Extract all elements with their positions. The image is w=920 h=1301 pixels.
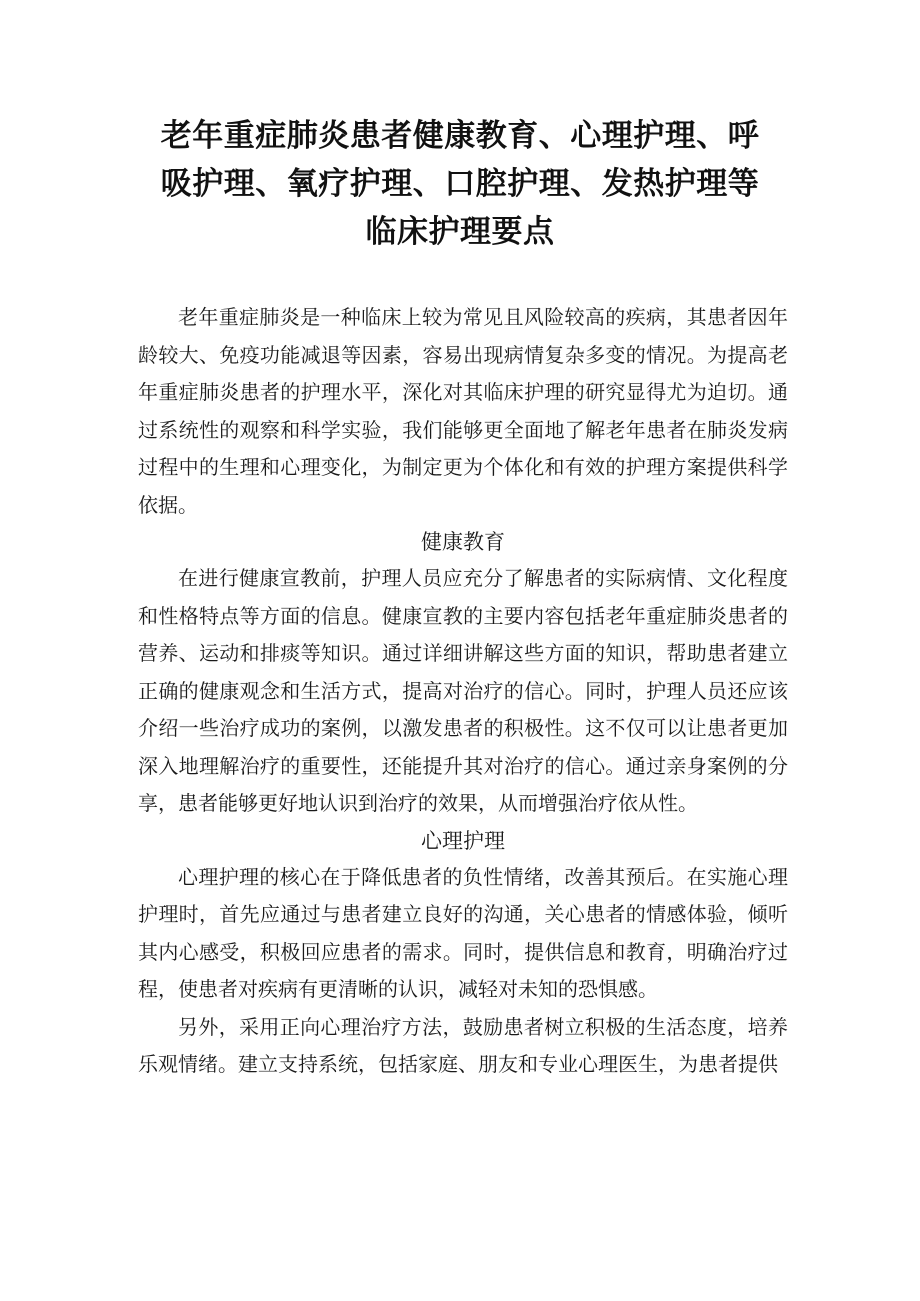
health-education-paragraph: 在进行健康宣教前，护理人员应充分了解患者的实际病情、文化程度和性格特点等方面的信息。健康宣教的主要内容包括老年重症肺炎患者的营养、运动和排痰等知识。通过详细讲解这些方面的知识，帮助患者建立正确的健康观念和生活方式，提高对治疗的信心。同时，护理人员还应该介绍一些治疗成功的案例，以激发患者的积极性。这不仅可以让患者更加深入地理解治疗的重要性，还能提升其对治疗的信心。通过亲身案例的分享，患者能够更好地认识到治疗的效果，从而增强治疗依从性。 [138, 566, 788, 815]
intro-paragraph: 老年重症肺炎是一种临床上较为常见且风险较高的疾病，其患者因年龄较大、免疫功能减退等因素，容易出现病情复杂多变的情况。为提高老年重症肺炎患者的护理水平，深化对其临床护理的研究显得尤为迫切。通过系统性的观察和科学实验，我们能够更全面地了解老年患者在肺炎发病过程中的生理和心理变化，为制定更为个体化和有效的护理方案提供科学依据。 [138, 305, 788, 517]
psychological-care-paragraph-2: 另外，采用正向心理治疗方法，鼓励患者树立积极的生活态度，培养乐观情绪。建立支持系统，包括家庭、朋友和专业心理医生，为患者提供 [138, 1014, 788, 1076]
title-line-2: 吸护理、氧疗护理、口腔护理、发热护理等 [160, 166, 760, 202]
psychological-care-paragraph-1: 心理护理的核心在于降低患者的负性情绪，改善其预后。在实施心理护理时，首先应通过与患者建立良好的沟通，关心患者的情感体验，倾听其内心感受，积极回应患者的需求。同时，提供信息和教育，明确治疗过程，使患者对疾病有更清晰的认识，减轻对未知的恐惧感。 [138, 864, 788, 1001]
document-title [120, 112, 800, 256]
title-line-3: 临床护理要点 [365, 214, 555, 250]
section-heading-health-education: 健康教育 [421, 530, 505, 554]
document-body [138, 299, 788, 1084]
section-heading-psychological-care: 心理护理 [421, 828, 505, 853]
title-line-1: 老年重症肺炎患者健康教育、心理护理、呼 [160, 118, 760, 154]
